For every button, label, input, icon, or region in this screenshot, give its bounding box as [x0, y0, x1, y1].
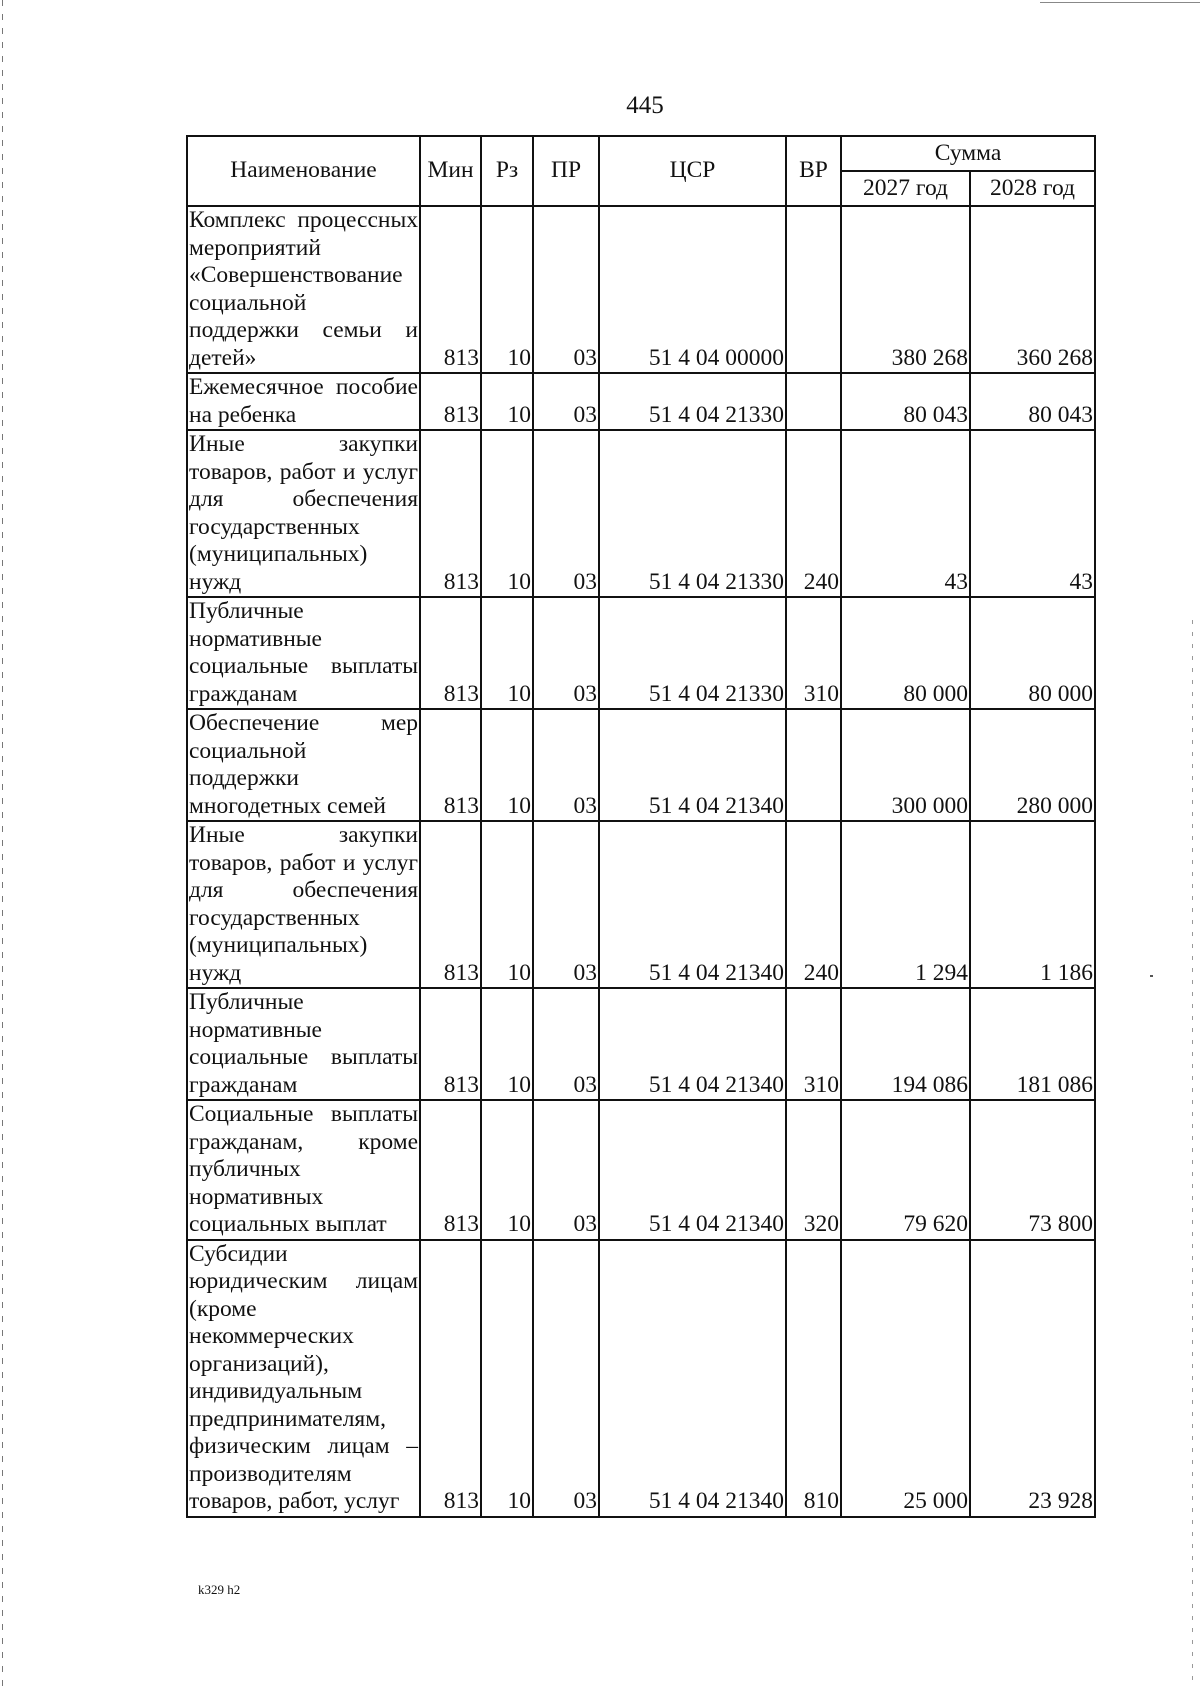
row-pr: 03 — [533, 430, 599, 597]
header-min: Мин — [420, 136, 481, 206]
row-csr: 51 4 04 21340 — [599, 709, 786, 821]
row-min: 813 — [420, 206, 481, 373]
budget-table — [186, 135, 1096, 1518]
row-rz: 10 — [481, 1240, 533, 1517]
row-pr: 03 — [533, 206, 599, 373]
row-sum-2027: 79 620 — [841, 1100, 970, 1240]
row-name: Субсидии юридическим лицам (кроме некоммерческих организаций), индивидуальным предпринимателям, физическим лицам – производителям товаров, работ, услуг — [187, 1240, 420, 1517]
header-rz: Рз — [481, 136, 533, 206]
scan-edge-right — [1192, 620, 1193, 1680]
table-row — [187, 373, 1095, 430]
row-name: Комплекс процессных мероприятий «Совершенствование социальной поддержки семьи и детей» — [187, 206, 420, 373]
row-vr: 310 — [786, 988, 841, 1100]
table-row — [187, 430, 1095, 597]
table-row — [187, 206, 1095, 373]
row-min: 813 — [420, 821, 481, 988]
header-name: Наименование — [187, 136, 420, 206]
row-pr: 03 — [533, 1240, 599, 1517]
row-csr: 51 4 04 21340 — [599, 1100, 786, 1240]
table-row — [187, 1240, 1095, 1517]
row-vr: 240 — [786, 821, 841, 988]
row-pr: 03 — [533, 821, 599, 988]
row-min: 813 — [420, 1240, 481, 1517]
row-min: 813 — [420, 597, 481, 709]
row-name: Социальные выплаты гражданам, кроме публичных нормативных социальных выплат — [187, 1100, 420, 1240]
row-min: 813 — [420, 1100, 481, 1240]
header-year-2028: 2028 год — [970, 171, 1095, 206]
row-sum-2027: 300 000 — [841, 709, 970, 821]
row-name: Ежемесячное пособие на ребенка — [187, 373, 420, 430]
row-min: 813 — [420, 709, 481, 821]
row-name: Иные закупки товаров, работ и услуг для обеспечения государственных (муниципальных) нужд — [187, 821, 420, 988]
row-sum-2028: 280 000 — [970, 709, 1095, 821]
row-sum-2028: 43 — [970, 430, 1095, 597]
row-rz: 10 — [481, 597, 533, 709]
row-sum-2028: 181 086 — [970, 988, 1095, 1100]
header-csr: ЦСР — [599, 136, 786, 206]
table-row — [187, 597, 1095, 709]
header-year-2027: 2027 год — [841, 171, 970, 206]
row-sum-2027: 43 — [841, 430, 970, 597]
table-body — [187, 206, 1095, 1517]
row-min: 813 — [420, 373, 481, 430]
row-pr: 03 — [533, 988, 599, 1100]
row-sum-2028: 360 268 — [970, 206, 1095, 373]
row-vr — [786, 709, 841, 821]
row-csr: 51 4 04 00000 — [599, 206, 786, 373]
row-sum-2028: 23 928 — [970, 1240, 1095, 1517]
header-sum: Сумма — [841, 136, 1095, 171]
row-sum-2028: 80 000 — [970, 597, 1095, 709]
row-csr: 51 4 04 21330 — [599, 597, 786, 709]
row-name: Обеспечение мер социальной поддержки многодетных семей — [187, 709, 420, 821]
row-rz: 10 — [481, 821, 533, 988]
table-header — [187, 136, 1095, 206]
row-name: Публичные нормативные социальные выплаты гражданам — [187, 988, 420, 1100]
row-sum-2027: 380 268 — [841, 206, 970, 373]
row-sum-2027: 25 000 — [841, 1240, 970, 1517]
row-csr: 51 4 04 21330 — [599, 430, 786, 597]
row-name: Иные закупки товаров, работ и услуг для обеспечения государственных (муниципальных) нужд — [187, 430, 420, 597]
row-sum-2027: 1 294 — [841, 821, 970, 988]
row-csr: 51 4 04 21340 — [599, 988, 786, 1100]
scan-speck — [1150, 975, 1153, 977]
row-csr: 51 4 04 21340 — [599, 821, 786, 988]
row-pr: 03 — [533, 1100, 599, 1240]
row-rz: 10 — [481, 206, 533, 373]
header-pr: ПР — [533, 136, 599, 206]
table-row — [187, 709, 1095, 821]
row-vr: 240 — [786, 430, 841, 597]
table-row — [187, 821, 1095, 988]
row-rz: 10 — [481, 373, 533, 430]
row-vr — [786, 373, 841, 430]
table-row — [187, 1100, 1095, 1240]
row-pr: 03 — [533, 709, 599, 821]
row-sum-2028: 1 186 — [970, 821, 1095, 988]
row-csr: 51 4 04 21330 — [599, 373, 786, 430]
row-pr: 03 — [533, 597, 599, 709]
row-vr: 810 — [786, 1240, 841, 1517]
page-number: 445 — [626, 92, 664, 119]
row-min: 813 — [420, 988, 481, 1100]
row-sum-2027: 80 000 — [841, 597, 970, 709]
row-rz: 10 — [481, 430, 533, 597]
header-vr: ВР — [786, 136, 841, 206]
scan-edge-left — [2, 0, 3, 1686]
footer-code: k329 h2 — [198, 1582, 241, 1597]
row-rz: 10 — [481, 709, 533, 821]
row-sum-2028: 73 800 — [970, 1100, 1095, 1240]
scan-edge-top — [1040, 2, 1200, 3]
row-rz: 10 — [481, 988, 533, 1100]
row-sum-2028: 80 043 — [970, 373, 1095, 430]
row-vr: 320 — [786, 1100, 841, 1240]
row-name: Публичные нормативные социальные выплаты гражданам — [187, 597, 420, 709]
row-csr: 51 4 04 21340 — [599, 1240, 786, 1517]
row-sum-2027: 80 043 — [841, 373, 970, 430]
row-vr — [786, 206, 841, 373]
table-row — [187, 988, 1095, 1100]
row-pr: 03 — [533, 373, 599, 430]
row-rz: 10 — [481, 1100, 533, 1240]
row-sum-2027: 194 086 — [841, 988, 970, 1100]
row-min: 813 — [420, 430, 481, 597]
row-vr: 310 — [786, 597, 841, 709]
